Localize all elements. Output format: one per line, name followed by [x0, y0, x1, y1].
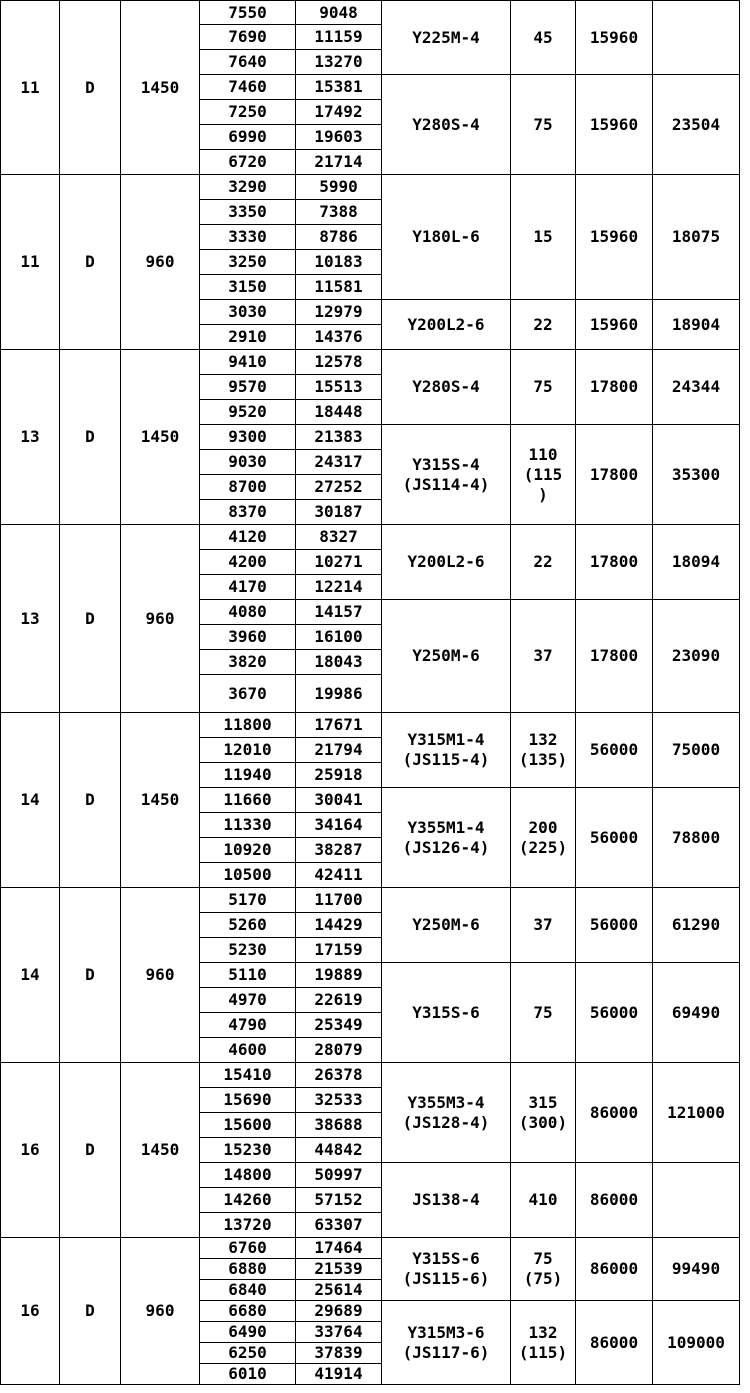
- flow-cell: 11940: [200, 763, 296, 788]
- flow-cell: 2910: [200, 325, 296, 350]
- price-cell: 24344: [653, 350, 740, 425]
- flow-cell: 3960: [200, 625, 296, 650]
- pressure-cell: 34164: [296, 813, 382, 838]
- pressure-cell: 13270: [296, 50, 382, 75]
- flow-cell: 15410: [200, 1063, 296, 1088]
- flow-cell: 13720: [200, 1213, 296, 1238]
- flow-cell: 6720: [200, 150, 296, 175]
- motor-power-line: 132: [528, 730, 558, 749]
- motor-model-line: Y355M1-4: [407, 817, 485, 837]
- pressure-cell: 12214: [296, 575, 382, 600]
- pressure-cell: 21794: [296, 738, 382, 763]
- pressure-cell: 8786: [296, 225, 382, 250]
- pressure-cell: 42411: [296, 863, 382, 888]
- flow-cell: 11330: [200, 813, 296, 838]
- pressure-cell: 11159: [296, 25, 382, 50]
- flow-cell: 9520: [200, 400, 296, 425]
- flow-cell: 4120: [200, 525, 296, 550]
- fan-no-cell: 16: [1, 1063, 60, 1238]
- motor-power-line: (75): [523, 1269, 563, 1288]
- weight-cell: 86000: [576, 1063, 653, 1163]
- fan-speed-cell: 960: [121, 525, 200, 713]
- motor-model-line: (JS114-4): [402, 474, 490, 494]
- price-cell: 18904: [653, 300, 740, 350]
- pressure-cell: 12979: [296, 300, 382, 325]
- weight-cell: 86000: [576, 1163, 653, 1238]
- fan-type-cell: D: [60, 525, 121, 713]
- flow-cell: 4080: [200, 600, 296, 625]
- motor-power-line: 75: [533, 1249, 553, 1268]
- flow-cell: 14800: [200, 1163, 296, 1188]
- pressure-cell: 32533: [296, 1088, 382, 1113]
- weight-cell: 56000: [576, 713, 653, 788]
- pressure-cell: 22619: [296, 988, 382, 1013]
- weight-cell: 17800: [576, 600, 653, 713]
- flow-cell: 6990: [200, 125, 296, 150]
- motor-model-cell: [382, 600, 511, 713]
- flow-cell: 15230: [200, 1138, 296, 1163]
- table-row: [1, 1063, 740, 1088]
- pressure-cell: 5990: [296, 175, 382, 200]
- pressure-cell: 11581: [296, 275, 382, 300]
- weight-cell: 86000: [576, 1238, 653, 1301]
- fan-type-cell: D: [60, 1063, 121, 1238]
- weight-cell: 17800: [576, 525, 653, 600]
- flow-cell: 6880: [200, 1259, 296, 1280]
- pressure-cell: 26378: [296, 1063, 382, 1088]
- flow-cell: 3670: [200, 675, 296, 713]
- flow-cell: 7460: [200, 75, 296, 100]
- pressure-cell: 15381: [296, 75, 382, 100]
- flow-cell: 15690: [200, 1088, 296, 1113]
- pressure-cell: 21714: [296, 150, 382, 175]
- weight-cell: 17800: [576, 350, 653, 425]
- pressure-cell: 17492: [296, 100, 382, 125]
- pressure-cell: 14376: [296, 325, 382, 350]
- pressure-cell: 10271: [296, 550, 382, 575]
- pressure-cell: 16100: [296, 625, 382, 650]
- fan-type-cell: D: [60, 1, 121, 175]
- flow-cell: 7250: [200, 100, 296, 125]
- price-cell: 69490: [653, 963, 740, 1063]
- price-cell: 75000: [653, 713, 740, 788]
- pressure-cell: 15513: [296, 375, 382, 400]
- price-cell: 121000: [653, 1063, 740, 1163]
- flow-cell: 3150: [200, 275, 296, 300]
- flow-cell: 3250: [200, 250, 296, 275]
- flow-cell: 7550: [200, 1, 296, 25]
- pressure-cell: 17671: [296, 713, 382, 738]
- motor-model-line: Y315M1-4: [407, 730, 485, 749]
- motor-power-line: (300): [518, 1112, 568, 1132]
- motor-power-line: 15: [533, 227, 553, 246]
- fan-speed-cell: 960: [121, 888, 200, 1063]
- fan-type-cell: D: [60, 713, 121, 888]
- fan-speed-cell: 960: [121, 175, 200, 350]
- motor-model-cell: [382, 1238, 511, 1301]
- price-cell: 23090: [653, 600, 740, 713]
- pressure-cell: 14429: [296, 913, 382, 938]
- flow-cell: 3330: [200, 225, 296, 250]
- fan-type-cell: D: [60, 1238, 121, 1385]
- table-row: [1, 888, 740, 913]
- flow-cell: 9300: [200, 425, 296, 450]
- pressure-cell: 28079: [296, 1038, 382, 1063]
- motor-power-line: 110: [528, 444, 558, 464]
- motor-power-line: 75: [533, 114, 553, 134]
- motor-model-line: (JS117-6): [402, 1342, 490, 1362]
- weight-cell: 15960: [576, 175, 653, 300]
- pressure-cell: 44842: [296, 1138, 382, 1163]
- fan-speed-cell: 1450: [121, 350, 200, 525]
- price-cell: 18094: [653, 525, 740, 600]
- pressure-cell: 41914: [296, 1364, 382, 1385]
- flow-cell: 14260: [200, 1188, 296, 1213]
- motor-model-cell: [382, 175, 511, 300]
- fan-type-cell: D: [60, 175, 121, 350]
- motor-model-line: (JS115-6): [402, 1269, 490, 1288]
- motor-model-line: Y280S-4: [412, 377, 480, 396]
- pressure-cell: 25349: [296, 1013, 382, 1038]
- weight-cell: 17800: [576, 425, 653, 525]
- pressure-cell: 17159: [296, 938, 382, 963]
- motor-power-cell: [511, 300, 576, 350]
- pressure-cell: 11700: [296, 888, 382, 913]
- price-cell: 61290: [653, 888, 740, 963]
- flow-cell: 3820: [200, 650, 296, 675]
- motor-model-cell: [382, 1163, 511, 1238]
- flow-cell: 6680: [200, 1301, 296, 1322]
- fan-type-cell: D: [60, 888, 121, 1063]
- motor-model-cell: [382, 75, 511, 175]
- fan-speed-cell: 1450: [121, 1063, 200, 1238]
- motor-power-cell: [511, 788, 576, 888]
- flow-cell: 11660: [200, 788, 296, 813]
- motor-model-line: Y280S-4: [412, 114, 480, 134]
- motor-power-line: 22: [533, 552, 553, 571]
- pressure-cell: 21539: [296, 1259, 382, 1280]
- motor-model-line: Y180L-6: [412, 227, 480, 246]
- motor-model-cell: [382, 1, 511, 75]
- pressure-cell: 29689: [296, 1301, 382, 1322]
- pressure-cell: 33764: [296, 1322, 382, 1343]
- motor-power-cell: [511, 175, 576, 300]
- price-cell: 99490: [653, 1238, 740, 1301]
- motor-model-line: (JS115-4): [402, 750, 490, 769]
- weight-cell: 56000: [576, 963, 653, 1063]
- motor-power-cell: [511, 713, 576, 788]
- table-row: [1, 713, 740, 738]
- flow-cell: 7640: [200, 50, 296, 75]
- motor-model-line: Y250M-6: [412, 646, 480, 665]
- motor-model-line: JS138-4: [412, 1190, 480, 1209]
- weight-cell: 15960: [576, 300, 653, 350]
- flow-cell: 4790: [200, 1013, 296, 1038]
- motor-model-line: Y315M3-6: [407, 1322, 485, 1342]
- flow-cell: 5110: [200, 963, 296, 988]
- pressure-cell: 10183: [296, 250, 382, 275]
- fan-no-cell: 11: [1, 175, 60, 350]
- flow-cell: 6250: [200, 1343, 296, 1364]
- pressure-cell: 18043: [296, 650, 382, 675]
- motor-power-cell: [511, 350, 576, 425]
- price-cell: [653, 1, 740, 75]
- motor-model-line: (JS128-4): [402, 1112, 490, 1132]
- motor-power-cell: [511, 1301, 576, 1385]
- motor-model-line: Y225M-4: [412, 27, 480, 47]
- price-cell: 35300: [653, 425, 740, 525]
- pressure-cell: 25918: [296, 763, 382, 788]
- flow-cell: 6840: [200, 1280, 296, 1301]
- motor-model-cell: [382, 425, 511, 525]
- motor-model-cell: [382, 788, 511, 888]
- motor-power-line: 75: [533, 377, 553, 396]
- motor-model-cell: [382, 1301, 511, 1385]
- pressure-cell: 18448: [296, 400, 382, 425]
- flow-cell: 6760: [200, 1238, 296, 1259]
- flow-cell: 6010: [200, 1364, 296, 1385]
- price-cell: 78800: [653, 788, 740, 888]
- pressure-cell: 38688: [296, 1113, 382, 1138]
- fan-no-cell: 14: [1, 713, 60, 888]
- motor-power-line: 132: [528, 1322, 558, 1342]
- motor-power-cell: [511, 1163, 576, 1238]
- fan-no-cell: 13: [1, 350, 60, 525]
- pressure-cell: 30041: [296, 788, 382, 813]
- motor-power-cell: [511, 1238, 576, 1301]
- motor-model-line: Y250M-6: [412, 915, 480, 934]
- flow-cell: 5260: [200, 913, 296, 938]
- flow-cell: 6490: [200, 1322, 296, 1343]
- motor-model-line: Y355M3-4: [407, 1092, 485, 1112]
- pressure-cell: 38287: [296, 838, 382, 863]
- flow-cell: 9410: [200, 350, 296, 375]
- price-cell: 18075: [653, 175, 740, 300]
- motor-model-line: Y200L2-6: [407, 552, 485, 571]
- motor-power-line: 315: [528, 1092, 558, 1112]
- fan-speed-cell: 1450: [121, 713, 200, 888]
- pressure-cell: 37839: [296, 1343, 382, 1364]
- weight-cell: 15960: [576, 1, 653, 75]
- motor-power-cell: [511, 963, 576, 1063]
- motor-power-line: 22: [533, 314, 553, 334]
- motor-model-cell: [382, 713, 511, 788]
- pressure-cell: 7388: [296, 200, 382, 225]
- motor-model-cell: [382, 888, 511, 963]
- pressure-cell: 27252: [296, 475, 382, 500]
- pressure-cell: 63307: [296, 1213, 382, 1238]
- table-row: [1, 1238, 740, 1259]
- flow-cell: 4200: [200, 550, 296, 575]
- fan-no-cell: 11: [1, 1, 60, 175]
- flow-cell: 15600: [200, 1113, 296, 1138]
- pressure-cell: 19986: [296, 675, 382, 713]
- flow-cell: 3030: [200, 300, 296, 325]
- motor-power-cell: [511, 600, 576, 713]
- motor-model-line: Y200L2-6: [407, 314, 485, 334]
- pressure-cell: 25614: [296, 1280, 382, 1301]
- flow-cell: 3350: [200, 200, 296, 225]
- motor-power-line: 37: [533, 646, 553, 665]
- pressure-cell: 57152: [296, 1188, 382, 1213]
- motor-power-line: (115): [518, 1342, 568, 1362]
- weight-cell: 56000: [576, 888, 653, 963]
- flow-cell: 8370: [200, 500, 296, 525]
- price-cell: [653, 1163, 740, 1238]
- flow-cell: 4970: [200, 988, 296, 1013]
- motor-power-line: 75: [533, 1002, 553, 1022]
- flow-cell: 7690: [200, 25, 296, 50]
- pressure-cell: 17464: [296, 1238, 382, 1259]
- table-row: [1, 1, 740, 25]
- motor-model-cell: [382, 1063, 511, 1163]
- motor-power-cell: [511, 525, 576, 600]
- flow-cell: 9570: [200, 375, 296, 400]
- pressure-cell: 8327: [296, 525, 382, 550]
- flow-cell: 11800: [200, 713, 296, 738]
- pressure-cell: 19603: [296, 125, 382, 150]
- table-body: [1, 1, 740, 1385]
- motor-power-line: ): [538, 484, 548, 504]
- pressure-cell: 24317: [296, 450, 382, 475]
- flow-cell: 9030: [200, 450, 296, 475]
- weight-cell: 15960: [576, 75, 653, 175]
- motor-model-line: Y315S-4: [412, 454, 480, 474]
- motor-model-cell: [382, 963, 511, 1063]
- motor-power-line: (135): [518, 750, 568, 769]
- flow-cell: 8700: [200, 475, 296, 500]
- motor-model-line: Y315S-6: [412, 1002, 480, 1022]
- fan-type-cell: D: [60, 350, 121, 525]
- flow-cell: 4600: [200, 1038, 296, 1063]
- motor-power-line: 37: [533, 915, 553, 934]
- table-row: [1, 175, 740, 200]
- motor-model-line: (JS126-4): [402, 837, 490, 857]
- motor-model-cell: [382, 300, 511, 350]
- motor-model-cell: [382, 350, 511, 425]
- motor-power-cell: [511, 425, 576, 525]
- fan-no-cell: 16: [1, 1238, 60, 1385]
- pressure-cell: 19889: [296, 963, 382, 988]
- pressure-cell: 12578: [296, 350, 382, 375]
- fan-no-cell: 14: [1, 888, 60, 1063]
- motor-power-line: (225): [518, 837, 568, 857]
- motor-power-cell: [511, 75, 576, 175]
- flow-cell: 5230: [200, 938, 296, 963]
- pressure-cell: 30187: [296, 500, 382, 525]
- motor-power-cell: [511, 1063, 576, 1163]
- flow-cell: 4170: [200, 575, 296, 600]
- motor-power-cell: [511, 888, 576, 963]
- fan-speed-cell: 1450: [121, 1, 200, 175]
- motor-power-line: (115: [523, 464, 563, 484]
- weight-cell: 86000: [576, 1301, 653, 1385]
- flow-cell: 10920: [200, 838, 296, 863]
- pressure-cell: 50997: [296, 1163, 382, 1188]
- price-cell: 109000: [653, 1301, 740, 1385]
- flow-cell: 12010: [200, 738, 296, 763]
- weight-cell: 56000: [576, 788, 653, 888]
- fan-speed-cell: 960: [121, 1238, 200, 1385]
- motor-power-line: 45: [533, 27, 553, 47]
- fan-no-cell: 13: [1, 525, 60, 713]
- flow-cell: 10500: [200, 863, 296, 888]
- pressure-cell: 9048: [296, 1, 382, 25]
- motor-model-cell: [382, 525, 511, 600]
- flow-cell: 5170: [200, 888, 296, 913]
- motor-power-cell: [511, 1, 576, 75]
- flow-cell: 3290: [200, 175, 296, 200]
- motor-power-line: 200: [528, 817, 558, 837]
- table-row: [1, 350, 740, 375]
- pressure-cell: 21383: [296, 425, 382, 450]
- motor-model-line: Y315S-6: [412, 1249, 480, 1268]
- table-row: [1, 525, 740, 550]
- pressure-cell: 14157: [296, 600, 382, 625]
- price-cell: 23504: [653, 75, 740, 175]
- motor-power-line: 410: [528, 1190, 558, 1209]
